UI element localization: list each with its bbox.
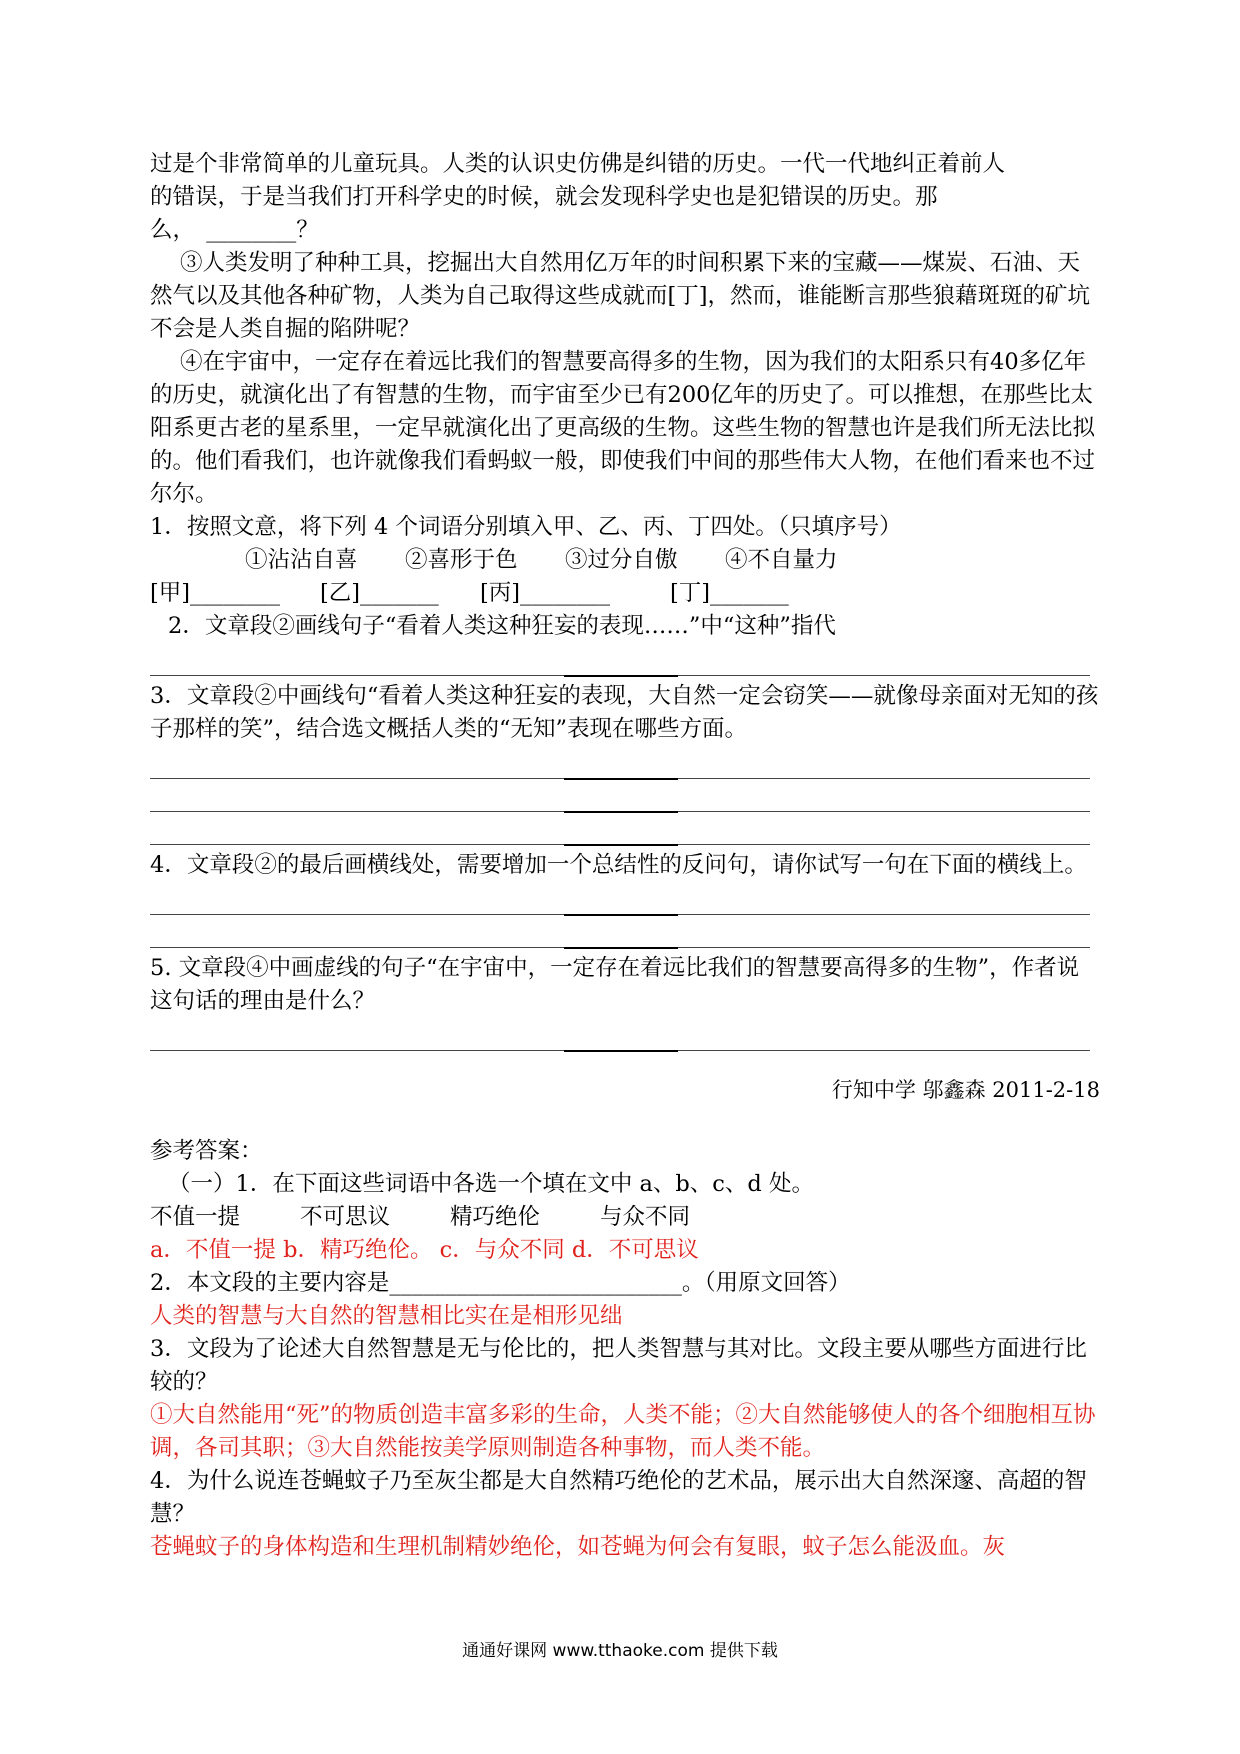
question-2: 2．文章段②画线句子“看着人类这种狂妄的表现……”中“这种”指代 (168, 613, 836, 639)
page-footer: 通通好课网 www.tthaoke.com 提供下载 (462, 1641, 778, 1661)
paragraph-4: ④在宇宙中，一定存在着远比我们的智慧要高得多的生物，因为我们的太阳系只有40多亿年的历史，就演化出了有智慧的生物，而宇宙至少已有200亿年的历史了。可以推想，在那些比太阳系更古老的星系里，一定早就演化出了更高级的生物。这些生物的智慧也许是我们所无法比拟的。他们看我们，也许就像我们看蚂蚁一般，即使我们中间的那些伟大人物，在他们看来也不过尔尔。 (150, 349, 1096, 507)
answer-slot: [甲]________ (150, 580, 281, 606)
passage-line: 过是个非常简单的儿童玩具。人类的认识史仿佛是纠错的历史。一代一代地纠正着前人 (150, 151, 1006, 177)
option-item: ④不自量力 (725, 547, 838, 573)
question-4: 4．文章段②的最后画横线处，需要增加一个总结性的反问句，请你试写一句在下面的横线上。 (150, 852, 1087, 878)
answer-2-prompt: 2．本文段的主要内容是__________________________。（用原文回答） (150, 1270, 851, 1296)
answers-heading: 参考答案： (150, 1138, 263, 1164)
document-page (150, 148, 1100, 1564)
answer-line[interactable] (150, 779, 1090, 812)
answer-line[interactable] (150, 1018, 1090, 1051)
option-item: ②喜形于色 (405, 547, 518, 573)
question-1: 1．按照文意，将下列 4 个词语分别填入甲、乙、丙、丁四处。（只填序号） (150, 514, 902, 540)
answer-slot: [丁]_______ (670, 580, 789, 606)
answer-3-prompt: 3．文段为了论述大自然智慧是无与伦比的，把人类智慧与其对比。文段主要从哪些方面进行比较的？ (150, 1336, 1087, 1395)
question-5: 5. 文章段④中画虚线的句子“在宇宙中，一定存在着远比我们的智慧要高得多的生物”，作者说这句话的理由是什么？ (150, 955, 1080, 1014)
answer-4-prompt: 4．为什么说连苍蝇蚊子乃至灰尘都是大自然精巧绝伦的艺术品，展示出大自然深邃、高超的智慧？ (150, 1468, 1087, 1527)
answer-line[interactable] (150, 746, 1090, 779)
answer-2-text: 人类的智慧与大自然的智慧相比实在是相形见绌 (150, 1303, 623, 1329)
answer-line[interactable] (150, 643, 1090, 676)
word-item: 不可思议 (300, 1204, 391, 1230)
question-1-slots (150, 577, 1100, 610)
answer-1-words (150, 1201, 1100, 1234)
question-1-options (245, 544, 1100, 577)
option-item: ①沾沾自喜 (245, 547, 358, 573)
answer-1-text: a．不值一提 b．精巧绝伦。 c．与众不同 d．不可思议 (150, 1237, 699, 1263)
word-item: 精巧绝伦 (450, 1204, 541, 1230)
passage-line: 的错误，于是当我们打开科学史的时候，就会发现科学史也是犯错误的历史。那 (150, 184, 938, 210)
answer-slot: [丙]________ (480, 580, 611, 606)
word-item: 不值一提 (150, 1204, 241, 1230)
paragraph-3: ③人类发明了种种工具，挖掘出大自然用亿万年的时间积累下来的宝藏——煤炭、石油、天然气以及其他各种矿物，人类为自己取得这些成就而[丁]，然而，谁能断言那些狼藉斑斑的矿坑不会是人类自掘的陷阱呢？ (150, 250, 1091, 342)
author-signature: 行知中学 邬鑫森 2011-2-18 (831, 1078, 1100, 1102)
word-item: 与众不同 (600, 1204, 691, 1230)
answer-1-prompt: （一）1．在下面这些词语中各选一个填在文中 a、b、c、d 处。 (168, 1171, 814, 1197)
passage-line: 么， ________？ (150, 217, 319, 243)
answer-line[interactable] (150, 882, 1090, 915)
answer-line[interactable] (150, 915, 1090, 948)
option-item: ③过分自傲 (565, 547, 678, 573)
answer-3-text: ①大自然能用“死”的物质创造丰富多彩的生命，人类不能；②大自然能够使人的各个细胞相互协调，各司其职；③大自然能按美学原则制造各种事物，而人类不能。 (150, 1402, 1096, 1461)
answer-4-text: 苍蝇蚊子的身体构造和生理机制精妙绝伦，如苍蝇为何会有复眼，蚊子怎么能汲血。灰 (150, 1534, 1006, 1560)
answer-line[interactable] (150, 812, 1090, 845)
question-3: 3．文章段②中画线句“看着人类这种狂妄的表现，大自然一定会窃笑——就像母亲面对无知的孩子那样的笑”，结合选文概括人类的“无知”表现在哪些方面。 (150, 683, 1099, 742)
answer-slot: [乙]_______ (320, 580, 439, 606)
